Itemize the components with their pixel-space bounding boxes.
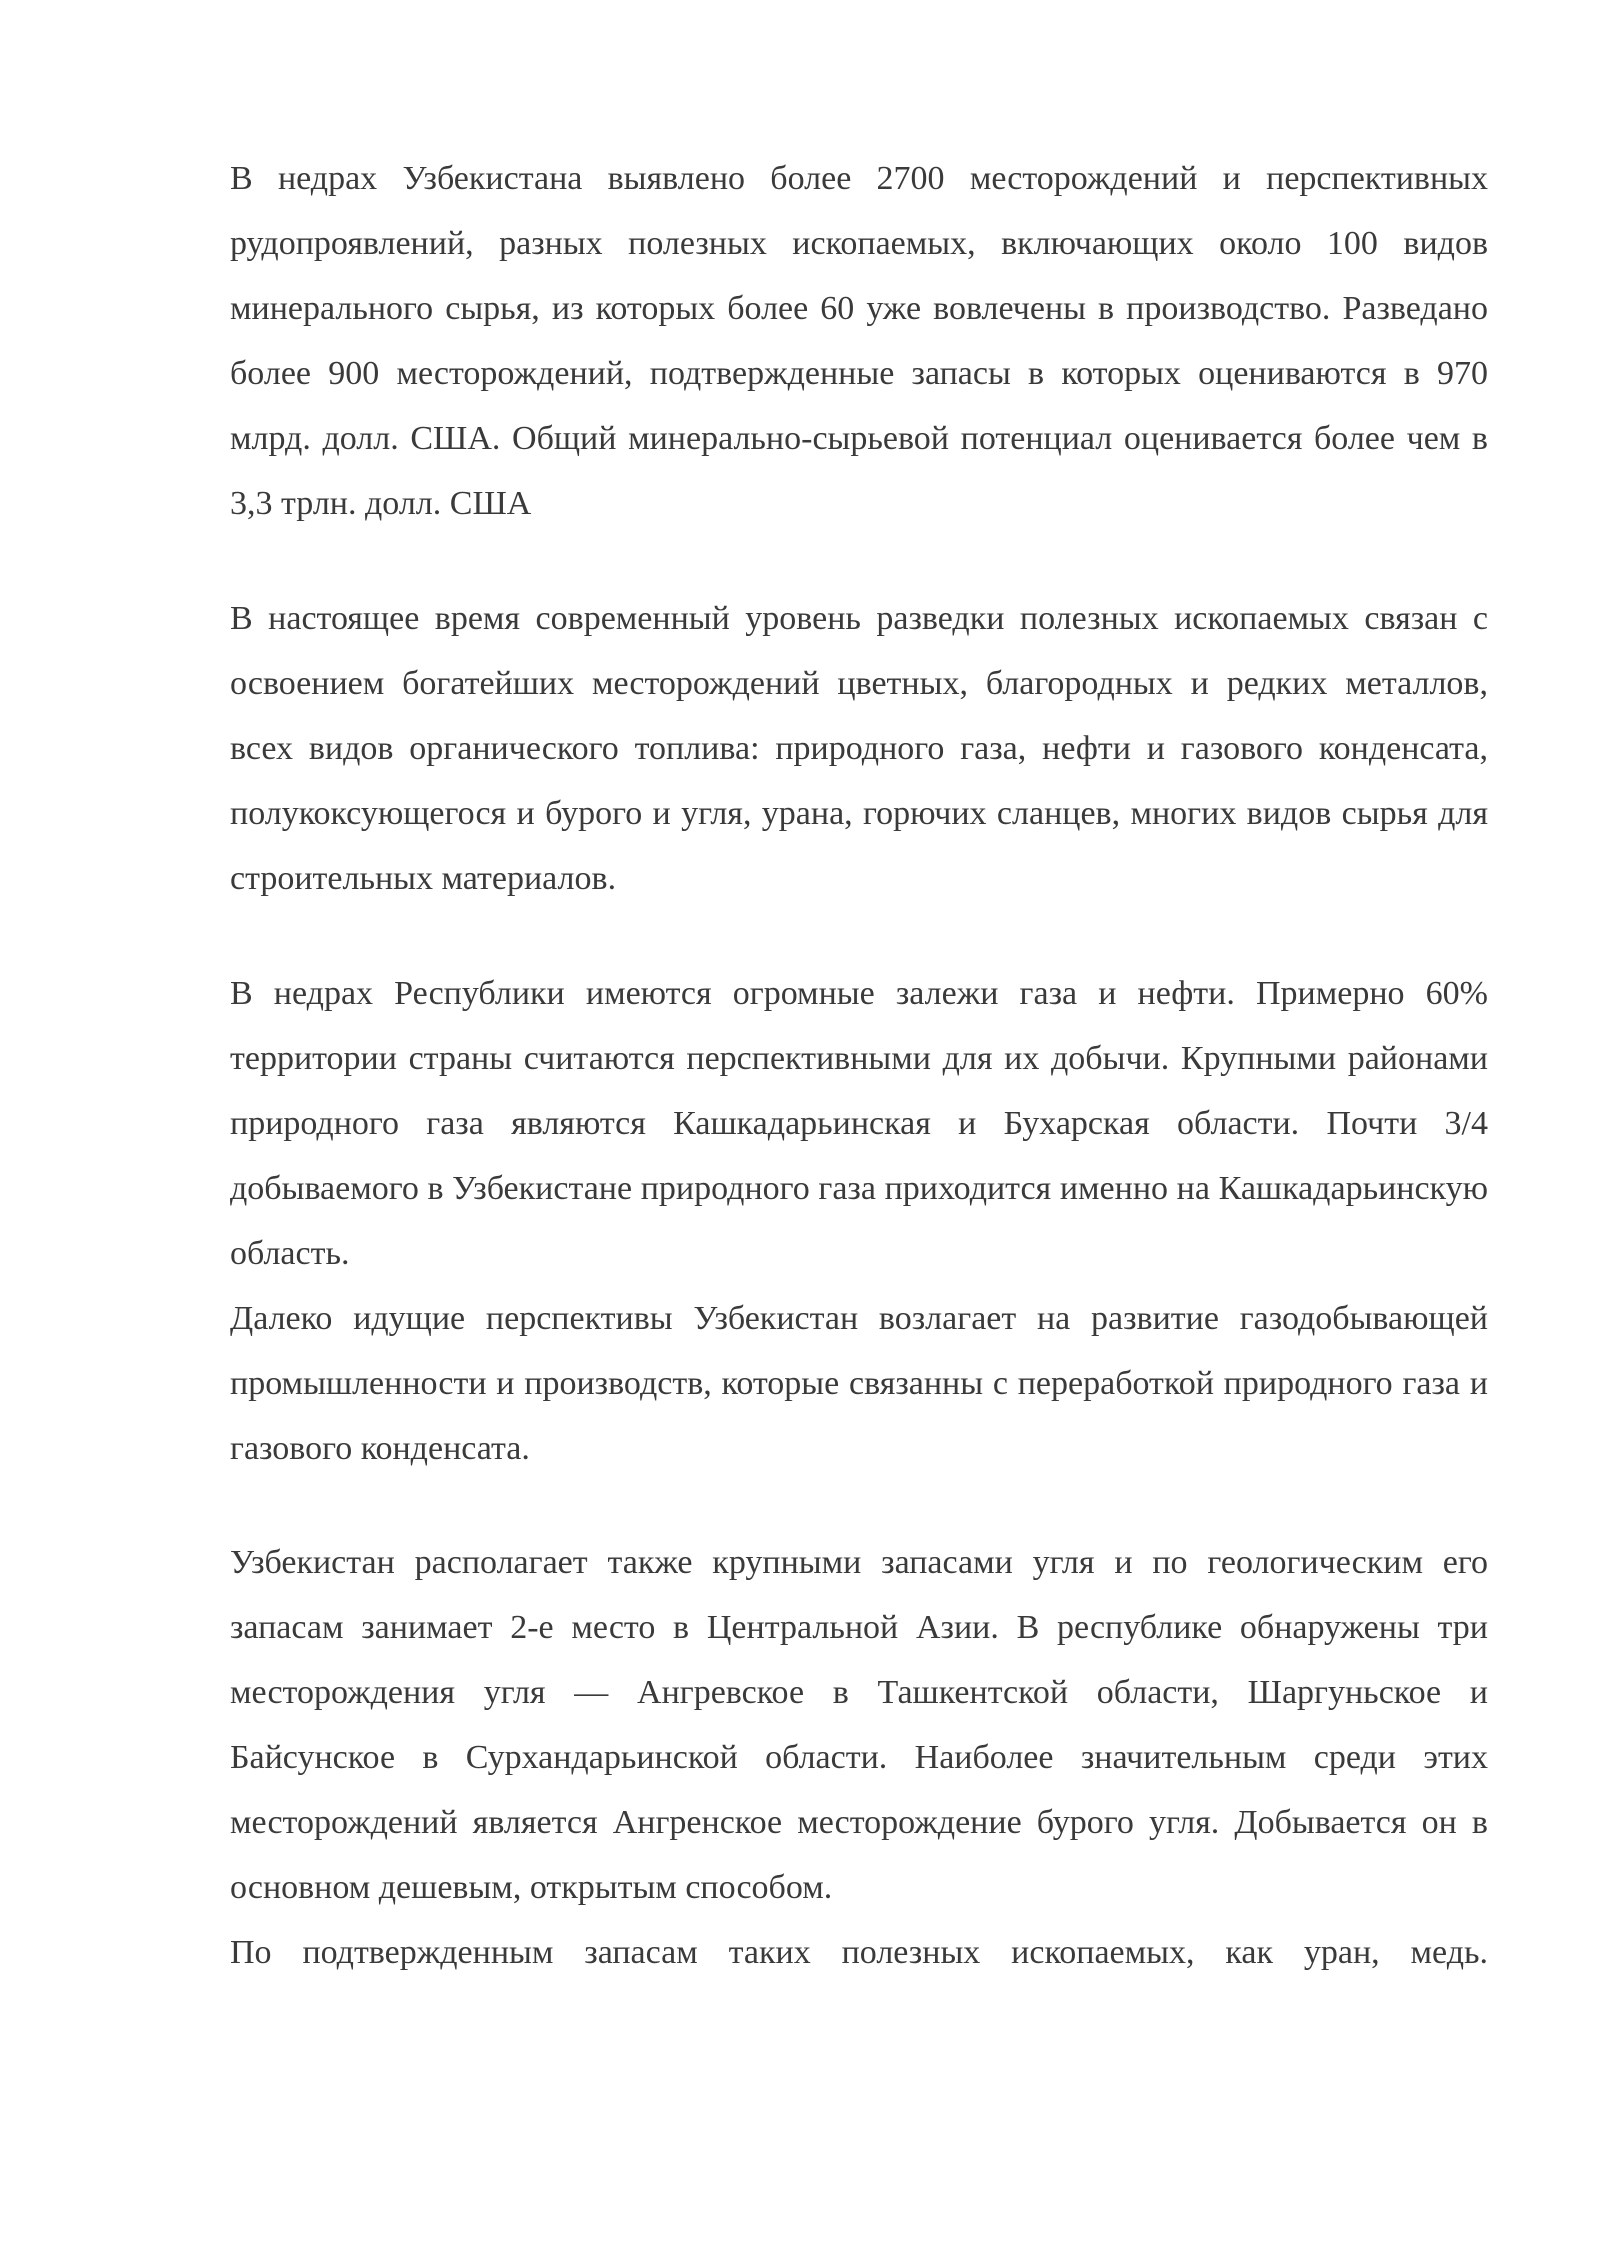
paragraph-4-text-b: По подтвержденным запасам таких полезных ископаемых, как уран, медь. <box>230 1934 1488 1971</box>
paragraph-2 <box>230 586 1488 911</box>
paragraph-3-text-b: Далеко идущие перспективы Узбекистан возлагает на развитие газодобывающей промышленности и производств, которые связанны с переработкой природного газа и газового конденсата. <box>230 1300 1488 1467</box>
paragraph-4-text-a: Узбекистан располагает также крупными запасами угля и по геологическим его запасам занимает 2-е место в Центральной Азии. В республике обнаружены три месторождения угля — Ангревское в Ташкентской области, Шаргуньское и Байсунское в Сурхандарьинской области. Наиболее значительным среди этих месторождений является Ангренское месторождение бурого угля. Добывается он в основном дешевым, открытым способом. <box>230 1544 1488 1906</box>
paragraph-1 <box>230 146 1488 536</box>
paragraph-4 <box>230 1530 1488 1985</box>
paragraph-2-text: В настоящее время современный уровень разведки полезных ископаемых связан с освоением богатейших месторождений цветных, благородных и редких металлов, всех видов органического топлива: природного газа, нефти и газового конденсата, полукоксующегося и бурого и угля, урана, горючих сланцев, многих видов сырья для строительных материалов. <box>230 600 1488 897</box>
paragraph-1-text: В недрах Узбекистана выявлено более 2700 месторождений и перспективных рудопроявлений, разных полезных ископаемых, включающих около 100 видов минерального сырья, из которых более 60 уже вовлечены в производство. Разведано более 900 месторождений, подтвержденные запасы в которых оцениваются в 970 млрд. долл. США. Общий минерально-сырьевой потенциал оценивается более чем в 3,3 трлн. долл. США <box>230 160 1488 522</box>
paragraph-3 <box>230 961 1488 1481</box>
paragraph-3-text-a: В недрах Республики имеются огромные залежи газа и нефти. Примерно 60% территории страны считаются перспективными для их добычи. Крупными районами природного газа являются Кашкадарьинская и Бухарская области. Почти 3/4 добываемого в Узбекистане природного газа приходится именно на Кашкадарьинскую область. <box>230 975 1488 1272</box>
